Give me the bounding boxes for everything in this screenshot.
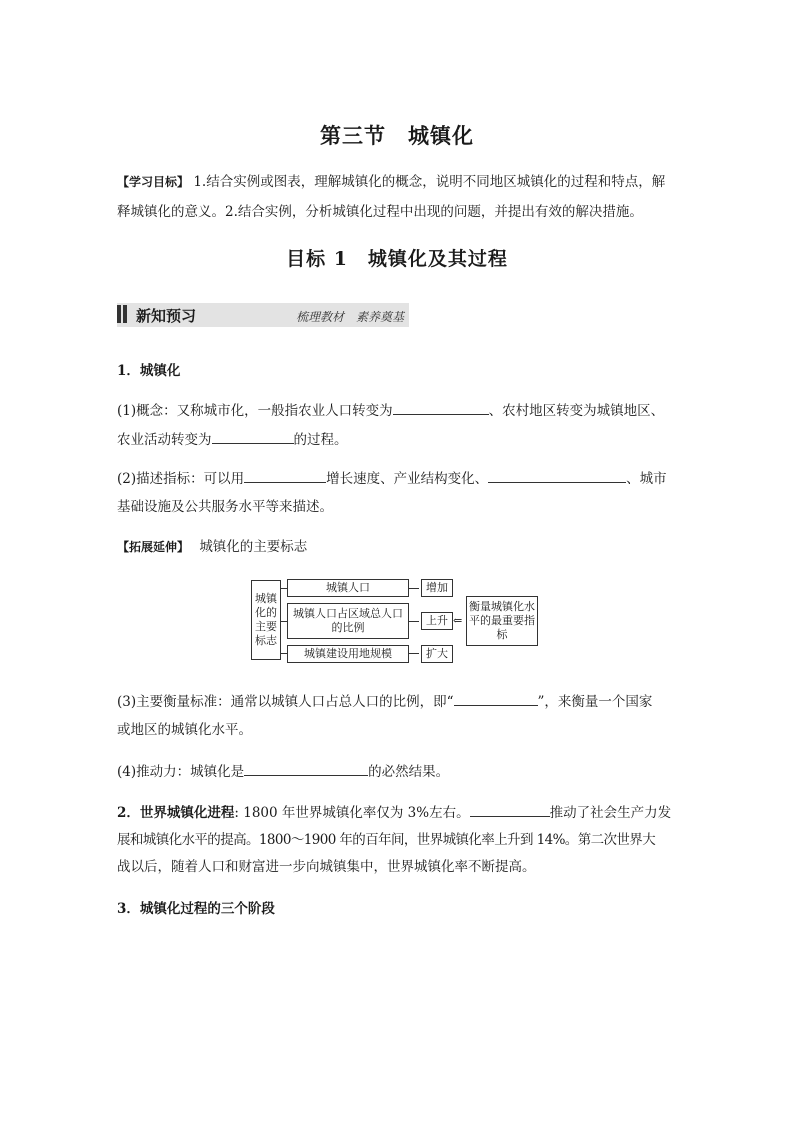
section-2-text-c: 展和城镇化水平的提高。1800～1900 年的百年间，世界城镇化率上升到 14%。第二次世界大 [117, 832, 656, 848]
learning-objectives [117, 171, 677, 223]
extension-title: 城镇化的主要标志 [199, 539, 308, 555]
section-2-text-a: : 1800 年世界城镇化率仅为 3%左右。 [234, 805, 470, 821]
section-2-text-d: 战以后，随着人口和财富进一步向城镇集中，世界城镇化率不断提高。 [117, 859, 536, 875]
section-subtitle: 目标 1 城镇化及其过程 [286, 248, 508, 270]
diagram-item-box: 城镇建设用地规模 [287, 645, 409, 663]
concept-text-b: 、农村地区转变为城镇地区、 [488, 403, 665, 419]
answer-blank[interactable] [244, 467, 326, 483]
diagram-result-box: 上升 [421, 612, 453, 630]
concept-text-d: 的过程。 [293, 432, 348, 448]
driving-text-a: (4)推动力：城镇化是 [117, 764, 245, 780]
paragraph-standard [117, 690, 677, 741]
arrow-left-icon: ⇐ [453, 614, 463, 627]
standard-text-c: 或地区的城镇化水平。 [117, 722, 252, 738]
standard-text-a: (3)主要衡量标准：通常以城镇人口占总人口的比例，即“ [117, 694, 454, 710]
diagram-left-label: 城镇化的主要标志 [251, 580, 281, 660]
answer-blank[interactable] [454, 690, 538, 706]
diagram-result-box: 增加 [421, 579, 453, 597]
answer-blank[interactable] [244, 760, 368, 776]
banner-bar [117, 305, 121, 323]
banner-bar [123, 305, 127, 323]
indicators-text-c: 、城市 [626, 471, 667, 487]
concept-text-c: 农业活动转变为 [117, 432, 212, 448]
paragraph-driving-force [117, 760, 677, 783]
indicators-text-b: 增长速度、产业结构变化、 [326, 471, 489, 487]
section-3-heading: 3．城镇化过程的三个阶段 [117, 901, 275, 917]
objective-tag: 【学习目标】 [117, 175, 190, 189]
paragraph-indicators [117, 467, 677, 518]
diagram-item-box: 城镇人口占区域总人口的比例 [287, 603, 409, 639]
concept-text-a: (1)概念：又称城市化，一般指农业人口转变为 [117, 403, 393, 419]
section-2-paragraph [117, 801, 677, 878]
paragraph-concept [117, 399, 677, 451]
page-title: 第三节 城镇化 [320, 123, 474, 148]
objective-line-1: 1.结合实例或图表，理解城镇化的概念，说明不同地区城镇化的过程和特点，解 [193, 174, 666, 190]
section-1-heading: 1．城镇化 [117, 363, 181, 379]
indicators-text-a: (2)描述指标：可以用 [117, 471, 245, 487]
diagram-result-box: 扩大 [421, 645, 453, 663]
driving-text-b: 的必然结果。 [368, 764, 450, 780]
indicators-text-d: 基础设施及公共服务水平等来描述。 [117, 499, 333, 515]
section-2-text-b: 推动了社会生产力发 [549, 805, 672, 821]
standard-text-b: ”，来衡量一个国家 [537, 694, 653, 710]
banner-title: 新知预习 [136, 307, 197, 325]
answer-blank[interactable] [393, 399, 489, 415]
diagram-item-box: 城镇人口 [287, 579, 409, 597]
objective-line-2: 释城镇化的意义。2.结合实例，分析城镇化过程中出现的问题，并提出有效的解决措施。 [117, 204, 643, 220]
banner-note: 梳理教材 素养奠基 [296, 310, 405, 324]
extension-heading [117, 536, 677, 558]
answer-blank[interactable] [488, 467, 626, 483]
answer-blank[interactable] [212, 428, 294, 444]
extension-tag: 【拓展延伸】 [117, 540, 190, 554]
answer-blank[interactable] [470, 801, 550, 817]
section-2-heading: 2．世界城镇化进程 [117, 805, 235, 821]
diagram-note: 衡量城镇化水平的最重要指标 [466, 596, 538, 646]
